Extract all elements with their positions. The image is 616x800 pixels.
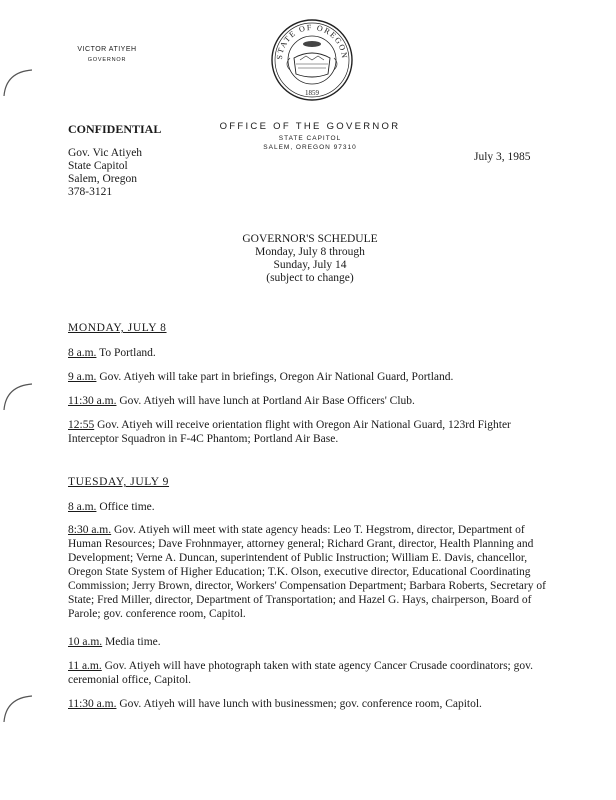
governor-name-block: [62, 46, 152, 63]
schedule-entry: [68, 659, 554, 687]
entry-text: Gov. Atiyeh will meet with state agency heads: Leo T. Hegstrom, director, Department of Human Resources; Dave Frohnmayer, attorney general; Richard Grant, director, Health Planning and Development; Verne A. Duncan, superintendent of Public Instruction; William E. Davis, chancellor, Oregon State System of Higher Education; T.K. Olson, executive director, Educational Coordinating Commission; Jerry Brown, director, Workers' Compensation Department; Barbara Roberts, Secretary of State; Fred Miller, director, Department of Transportation; and Hazel G. Hays, chairperson, Board of Parole; gov. conference room, Capitol.: [68, 524, 546, 620]
entry-time: 8:30 a.m.: [68, 524, 112, 536]
office-heading: [200, 121, 420, 151]
schedule-heading: GOVERNOR'S SCHEDULE: [242, 233, 378, 245]
schedule-entry: [68, 370, 554, 384]
entry-time: 11:30 a.m.: [68, 395, 117, 407]
schedule-title-block: [150, 233, 470, 285]
entry-text: Gov. Atiyeh will have lunch at Portland Air Base Officers' Club.: [116, 395, 415, 407]
contact-block: [68, 147, 142, 199]
schedule-range-end: Sunday, July 14: [273, 259, 347, 271]
punch-hole-mark: [0, 688, 38, 728]
entry-text: To Portland.: [96, 347, 156, 359]
entry-text: Gov. Atiyeh will take part in briefings, Oregon Air National Guard, Portland.: [96, 371, 454, 383]
schedule-entry: [68, 697, 554, 711]
entry-time: 11 a.m.: [68, 660, 102, 672]
schedule-entry: [68, 523, 554, 621]
punch-hole-mark: [0, 376, 38, 416]
entry-time: 9 a.m.: [68, 371, 97, 383]
entry-time: 11:30 a.m.: [68, 698, 117, 710]
contact-phone: 378-3121: [68, 186, 113, 198]
entry-time: 8 a.m.: [68, 501, 97, 513]
governor-title: GOVERNOR: [87, 57, 127, 63]
svg-text:STATE OF OREGON: STATE OF OREGON: [274, 22, 350, 60]
day-heading-monday: MONDAY, JULY 8: [68, 322, 167, 334]
schedule-entry: [68, 346, 554, 360]
entry-time: 12:55: [68, 419, 95, 431]
schedule-note: (subject to change): [266, 272, 354, 284]
entry-time: 10 a.m.: [68, 636, 103, 648]
office-city: SALEM, OREGON 97310: [263, 144, 357, 151]
schedule-entry: [68, 418, 554, 446]
oregon-state-seal: [270, 18, 354, 102]
day-heading-tuesday: TUESDAY, JULY 9: [68, 476, 170, 488]
document-date: July 3, 1985: [474, 151, 531, 163]
office-title: OFFICE OF THE GOVERNOR: [219, 121, 401, 132]
entry-text: Office time.: [96, 501, 155, 513]
contact-name: Gov. Vic Atiyeh: [68, 147, 143, 159]
entry-time: 8 a.m.: [68, 347, 97, 359]
schedule-entry: [68, 394, 554, 408]
office-building: STATE CAPITOL: [278, 135, 342, 142]
schedule-entry: [68, 500, 554, 514]
schedule-range-start: Monday, July 8 through: [255, 246, 365, 258]
entry-text: Gov. Atiyeh will have photograph taken with state agency Cancer Crusade coordinators; gov. ceremonial office, Capitol.: [68, 660, 533, 686]
contact-building: State Capitol: [68, 160, 128, 172]
entry-text: Gov. Atiyeh will receive orientation flight with Oregon Air National Guard, 123rd Fighter Interceptor Squadron in F-4C Phantom; Portland Air Base.: [68, 419, 511, 445]
confidential-label: CONFIDENTIAL: [68, 122, 162, 136]
svg-text:1859: 1859: [305, 89, 319, 97]
governor-name: VICTOR ATIYEH: [77, 46, 137, 53]
contact-city: Salem, Oregon: [68, 173, 137, 185]
schedule-entry: [68, 635, 554, 649]
punch-hole-mark: [0, 62, 38, 102]
entry-text: Media time.: [102, 636, 161, 648]
entry-text: Gov. Atiyeh will have lunch with businessmen; gov. conference room, Capitol.: [116, 698, 482, 710]
